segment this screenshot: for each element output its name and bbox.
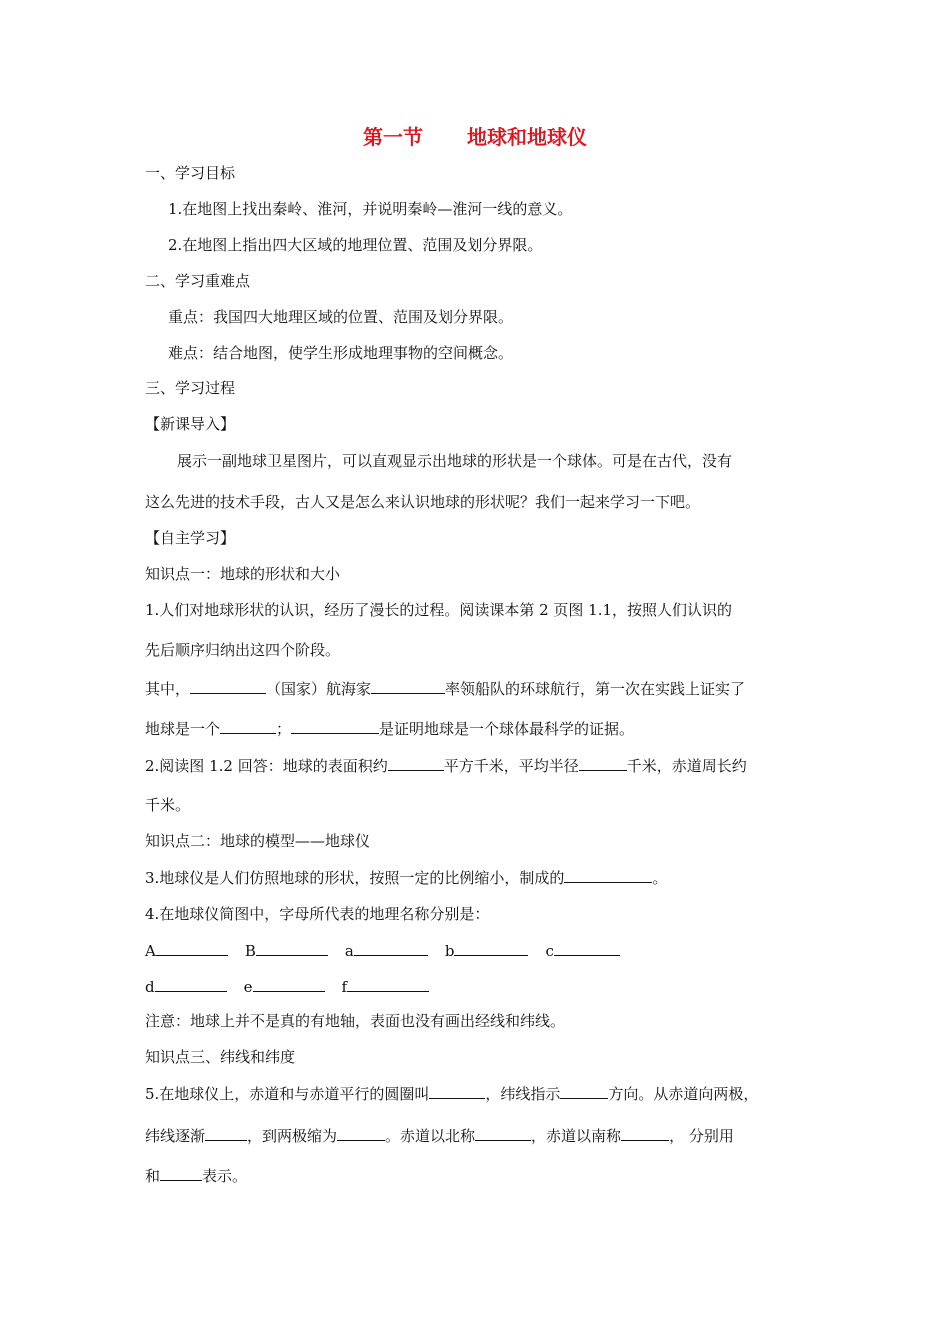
answer-blank-shape[interactable] — [220, 718, 276, 734]
section-heading-key-points: 二、学习重难点 — [145, 272, 251, 290]
q5-text-c: 方向。从赤道向两极， — [608, 1085, 759, 1103]
question-5-line-1 — [145, 1083, 758, 1104]
q5-text-i: 和 — [145, 1167, 161, 1185]
answer-blank-south[interactable] — [621, 1125, 669, 1141]
q1-text-b: （国家）航海家 — [266, 680, 372, 698]
letter-label: e — [243, 978, 253, 996]
objective-item-1: 1.在地图上找出秦岭、淮河，并说明秦岭—淮河一线的意义。 — [168, 200, 573, 218]
q2-text-a: 2.阅读图 1.2 回答：地球的表面积约 — [145, 757, 388, 775]
self-study-tag: 【自主学习】 — [145, 529, 236, 547]
answer-blank-change[interactable] — [205, 1125, 247, 1141]
letter-row-1 — [145, 940, 620, 961]
knowledge-point-1-heading: 知识点一：地球的形状和大小 — [145, 565, 341, 583]
answer-blank-letter[interactable] — [155, 976, 227, 992]
answer-blank-evidence[interactable] — [291, 718, 379, 734]
letter-label: a — [344, 942, 354, 960]
letter-label: f — [341, 978, 348, 996]
answer-blank-country[interactable] — [190, 678, 266, 694]
answer-blank-symbol[interactable] — [160, 1165, 202, 1181]
intro-paragraph-line-1: 展示一副地球卫星图片，可以直观显示出地球的形状是一个球体。可是在古代，没有 — [177, 452, 733, 470]
section-heading-objectives: 一、学习目标 — [145, 164, 236, 182]
answer-blank-globe[interactable] — [564, 867, 652, 883]
note: 注意：地球上并不是真的有地轴，表面也没有画出经线和纬线。 — [145, 1012, 566, 1030]
answer-blank-navigator[interactable] — [371, 678, 445, 694]
question-1-line-3 — [145, 678, 745, 699]
answer-blank-north[interactable] — [475, 1125, 531, 1141]
objective-item-2: 2.在地图上指出四大区域的地理位置、范围及划分界限。 — [168, 236, 543, 254]
q5-text-j: 表示。 — [202, 1167, 248, 1185]
q5-text-g: ，赤道以南称 — [531, 1127, 622, 1145]
question-1-line-2: 先后顺序归纳出这四个阶段。 — [145, 641, 341, 659]
title-topic: 地球和地球仪 — [467, 125, 587, 149]
q5-text-b: ，纬线指示 — [485, 1085, 561, 1103]
answer-blank-letter[interactable] — [253, 976, 325, 992]
q5-text-e: ，到两极缩为 — [247, 1127, 338, 1145]
answer-blank-letter[interactable] — [454, 940, 528, 956]
q1-text-e: ； — [276, 720, 292, 738]
q5-text-h: ， 分别用 — [669, 1127, 734, 1145]
question-5-line-2 — [145, 1125, 734, 1146]
q2-text-c: 千米，赤道周长约 — [626, 757, 747, 775]
key-point: 重点：我国四大地理区域的位置、范围及划分界限。 — [168, 308, 514, 326]
q5-text-d: 纬线逐渐 — [145, 1127, 206, 1145]
answer-blank-letter[interactable] — [554, 940, 620, 956]
answer-blank-letter[interactable] — [256, 940, 328, 956]
knowledge-point-3-heading: 知识点三、纬线和纬度 — [145, 1048, 296, 1066]
letter-label: c — [545, 942, 554, 960]
letter-label: B — [244, 942, 256, 960]
letter-row-2 — [145, 976, 429, 997]
question-2-line-2: 千米。 — [145, 796, 191, 814]
answer-blank-surface-area[interactable] — [388, 755, 444, 771]
title-section-number: 第一节 — [363, 125, 423, 149]
letter-label: b — [444, 942, 455, 960]
answer-blank-pole[interactable] — [337, 1125, 385, 1141]
q1-text-f: 是证明地球是一个球体最科学的证据。 — [379, 720, 635, 738]
q1-text-d: 地球是一个 — [145, 720, 221, 738]
answer-blank-letter[interactable] — [354, 940, 428, 956]
letter-label: d — [145, 978, 155, 996]
answer-blank-direction[interactable] — [560, 1083, 608, 1099]
question-3 — [145, 867, 667, 888]
difficult-point: 难点：结合地图，使学生形成地理事物的空间概念。 — [168, 344, 514, 362]
answer-blank-radius[interactable] — [579, 755, 627, 771]
q2-text-b: 平方千米，平均半径 — [443, 757, 579, 775]
q5-text-a: 5.在地球仪上，赤道和与赤道平行的圆圈叫 — [145, 1085, 430, 1103]
q1-text-a: 其中， — [145, 680, 191, 698]
answer-blank-letter[interactable] — [347, 976, 429, 992]
intro-tag: 【新课导入】 — [145, 415, 236, 433]
letter-label: A — [145, 942, 156, 960]
q1-text-c: 率领船队的环球航行，第一次在实践上证实了 — [445, 680, 746, 698]
answer-blank-letter[interactable] — [156, 940, 228, 956]
question-2-line-1 — [145, 755, 747, 776]
question-1-line-4 — [145, 718, 634, 739]
answer-blank-parallel[interactable] — [429, 1083, 485, 1099]
q5-text-f: 。赤道以北称 — [385, 1127, 476, 1145]
knowledge-point-2-heading: 知识点二：地球的模型——地球仪 — [145, 832, 371, 850]
page-title — [0, 124, 950, 150]
q3-text-b: 。 — [652, 869, 668, 887]
question-4: 4.在地球仪简图中，字母所代表的地理名称分别是： — [145, 905, 490, 923]
q3-text-a: 3.地球仪是人们仿照地球的形状，按照一定的比例缩小，制成的 — [145, 869, 565, 887]
intro-paragraph-line-2: 这么先进的技术手段，古人又是怎么来认识地球的形状呢？我们一起来学习一下吧。 — [145, 493, 701, 511]
question-5-line-3 — [145, 1165, 247, 1186]
section-heading-process: 三、学习过程 — [145, 379, 236, 397]
question-1-line-1: 1.人们对地球形状的认识，经历了漫长的过程。阅读课本第 2 页图 1.1，按照人们认识的 — [145, 601, 733, 619]
